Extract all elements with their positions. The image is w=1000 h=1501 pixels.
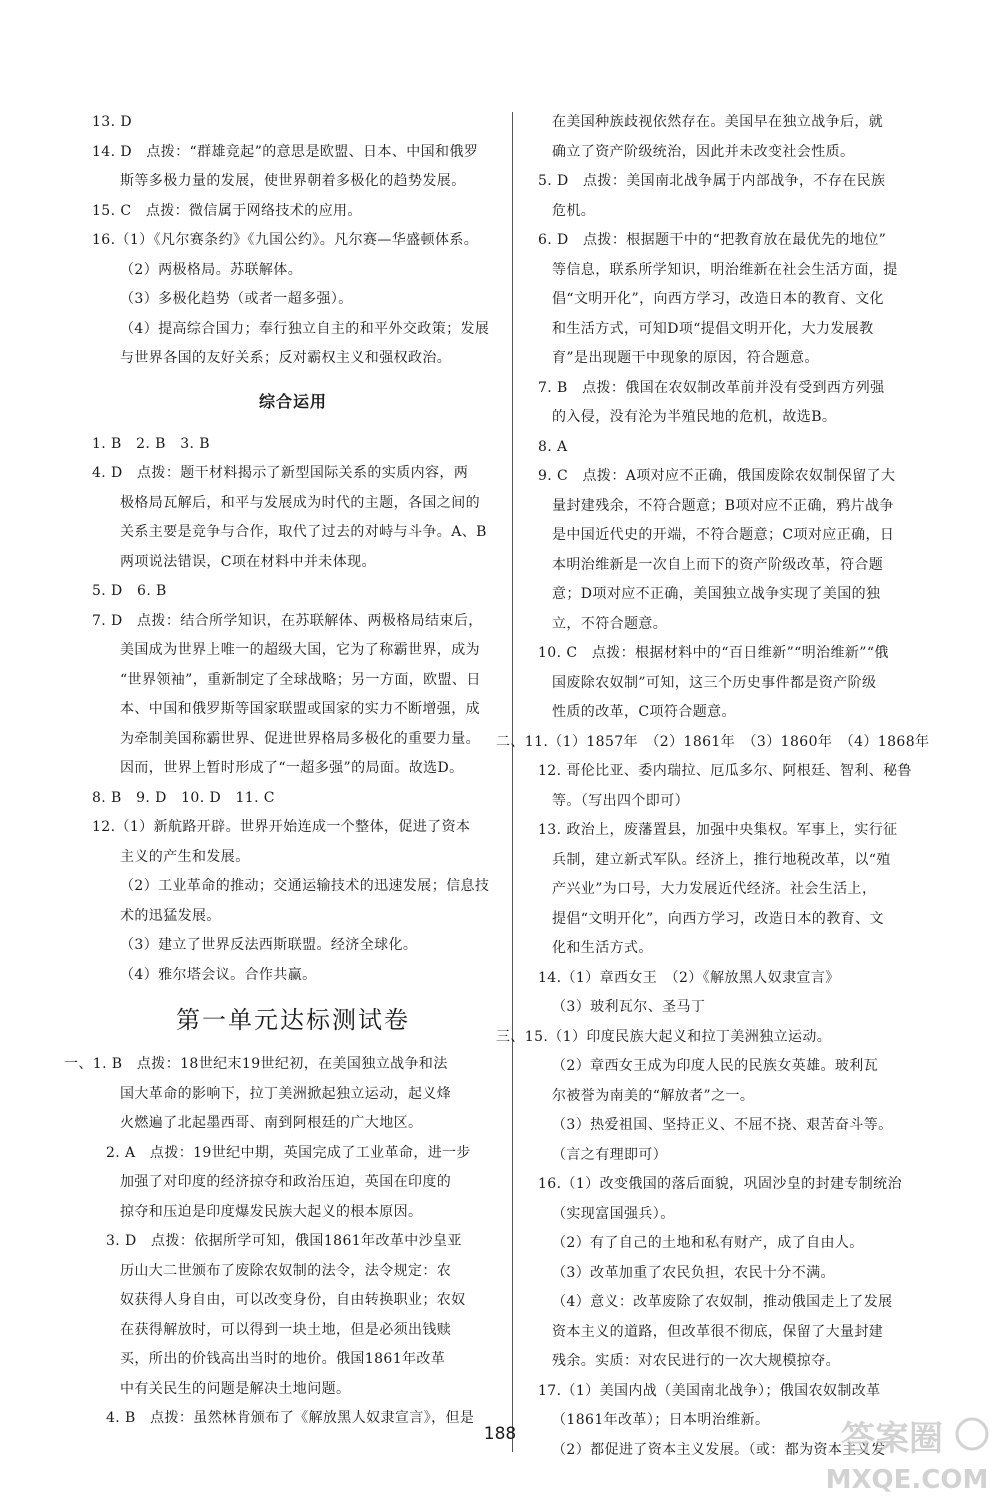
answer-line: “世界领袖”，重新制定了全球战略；另一方面，欧盟、日 — [120, 671, 481, 688]
answer-line: 关系主要是竞争与合作，取代了过去的对峙与斗争。A、B — [120, 524, 487, 540]
answer-line: （2）都促进了资本主义发展。（或：都为资本主义发 — [552, 1441, 886, 1458]
answer-line: 4. B 点拨：虽然林肯颁布了《解放黑人奴隶宣言》，但是 — [106, 1410, 475, 1426]
answer-line: 在获得解放时，可以得到一块土地，但是必须出钱赎 — [120, 1321, 452, 1338]
watermark-title: 答案圈 — [841, 1419, 943, 1459]
answer-line: 一、1. B 点拨：18世纪末19世纪初，在美国独立战争和法 — [64, 1056, 448, 1072]
section-heading: 综合运用 — [258, 391, 327, 411]
answer-line: 16.（1）《凡尔赛条约》《九国公约》。凡尔赛—华盛顿体系。 — [92, 232, 479, 248]
answer-line: 16.（1）改变俄国的落后面貌，巩固沙皇的封建专制统治 — [538, 1176, 902, 1192]
answer-line: （言之有理即可） — [552, 1146, 668, 1163]
watermark-url: MXQE.COM — [825, 1465, 989, 1495]
answer-line: 两项说法错误，C项在材料中并未体现。 — [120, 553, 376, 570]
answer-line: 国废除农奴制”可知，这三个历史事件都是资产阶级 — [552, 674, 877, 691]
answer-line: （3）改革加重了农民负担，农民十分不满。 — [552, 1264, 835, 1281]
answer-line: 是中国近代史的开端，不符合题意；C项对应正确，日 — [552, 527, 895, 543]
answer-line: 为牵制美国称霸世界、促进世界格局多极化的重要力量。 — [120, 730, 480, 747]
answer-line: （2）两极格局。苏联解体。 — [120, 261, 303, 278]
answer-line: 3. D 点拨：依据所学可知，俄国1861年改革中沙皇亚 — [106, 1233, 462, 1249]
answer-line: 美国成为世界上唯一的超级大国，它为了称霸世界，成为 — [120, 642, 480, 658]
left-column — [64, 108, 494, 1434]
answer-line: （4）提高综合国力；奉行独立自主的和平外交政策；发展 — [120, 320, 490, 337]
answer-line: 在美国种族歧视依然存在。美国早在独立战争后，就 — [552, 114, 884, 130]
answer-line: 残余。实质：对农民进行的一次大规模掠夺。 — [552, 1353, 840, 1369]
column-divider — [512, 112, 513, 1452]
answer-line: 12.（1）新航路开辟。世界开始连成一个整体，促进了资本 — [92, 819, 471, 835]
answer-line: 资本主义的道路，但改革很不彻底，保留了大量封建 — [552, 1323, 884, 1340]
answer-line: 倡“文明开化”，向西方学习，改造日本的教育、文化 — [552, 291, 884, 307]
answer-line: 12. 哥伦比亚、委内瑞拉、厄瓜多尔、阿根廷、智利、秘鲁 — [538, 763, 912, 779]
answer-line: 17.（1）美国内战（美国南北战争）；俄国农奴制改革 — [538, 1382, 881, 1399]
answer-line: （3）多极化趋势（或者一超多强）。 — [120, 291, 353, 307]
watermark-logo — [822, 1412, 992, 1496]
answer-line: 13. D — [92, 114, 132, 130]
answer-line: （2）有了自己的土地和私有财产，成了自由人。 — [552, 1235, 864, 1251]
answer-line: （2）工业革命的推动；交通运输技术的迅速发展；信息技 — [120, 878, 490, 894]
answer-line: 2. A 点拨：19世纪中期，英国完成了工业革命，进一步 — [106, 1144, 471, 1161]
answer-line: 术的迅猛发展。 — [120, 907, 221, 924]
answer-line: 因而，世界上暂时形成了“一超多强”的局面。故选D。 — [120, 760, 464, 776]
answer-line: 加强了对印度的经济掠夺和政治压迫，英国在印度的 — [120, 1174, 452, 1190]
answer-line: 立，不符合题意。 — [552, 615, 668, 632]
answer-line: 提倡“文明开化”，向西方学习，改造日本的教育、文 — [552, 910, 884, 927]
answer-line: 国大革命的影响下，拉丁美洲掀起独立运动，起义烽 — [120, 1085, 452, 1102]
answer-line: 8. B 9. D 10. D 11. C — [92, 789, 275, 806]
answer-line: 尔被誉为南美的“解放者”之一。 — [552, 1087, 755, 1104]
answer-line: 中有关民生的问题是解决土地问题。 — [120, 1380, 351, 1397]
answer-line: 6. D 点拨：根据题干中的“把教育放在最优先的地位” — [538, 232, 887, 248]
answer-line: 等信息，联系所学知识，明治维新在社会生活方面，提 — [552, 261, 898, 278]
answer-line: 9. C 点拨：A项对应不正确，俄国废除农奴制保留了大 — [538, 468, 896, 484]
answer-line: 5. D 点拨：美国南北战争属于内部战争，不存在民族 — [538, 173, 886, 189]
answer-line: 斯等多极力量的发展，使世界朝着多极化的趋势发展。 — [120, 173, 466, 189]
answer-line: （3）玻利瓦尔、圣马丁 — [552, 999, 706, 1015]
answer-line: 14. D 点拨：“群雄竞起”的意思是欧盟、日本、中国和俄罗 — [92, 143, 479, 160]
answer-line: 15. C 点拨：微信属于网络技术的应用。 — [92, 202, 362, 219]
answer-line: （1861年改革）；日本明治维新。 — [552, 1412, 770, 1428]
answer-line: （实现富国强兵）。 — [552, 1205, 675, 1222]
answer-line: 奴获得人身自由，可以改变身份，自由转换职业；农奴 — [120, 1292, 466, 1308]
answer-line: 和生活方式，可知D项“提倡文明开化，大力发展教 — [552, 320, 874, 337]
answer-line: 性质的改革，C项符合题意。 — [552, 704, 736, 720]
answer-line: 危机。 — [552, 202, 596, 219]
answer-line: 本明治维新是一次自上而下的资产阶级改革，符合题 — [552, 556, 884, 573]
answer-line: 意；D项对应不正确，美国独立战争实现了美国的独 — [552, 586, 881, 602]
answer-line: 育”是出现题干中现象的原因，符合题意。 — [552, 350, 819, 366]
answer-line: 历山大二世颁布了废除农奴制的法令，法令规定：农 — [120, 1262, 452, 1279]
answer-line: （4）雅尔塔会议。合作共赢。 — [120, 966, 317, 983]
answer-line: 10. C 点拨：根据材料中的“百日维新”“明治维新”“俄 — [538, 645, 889, 661]
test-paper-title: 第一单元达标测试卷 — [176, 1006, 410, 1034]
answer-line: 兵制，建立新式军队。经济上，推行地税改革，以“殖 — [552, 851, 891, 868]
answer-line: 7. D 点拨：结合所学知识，在苏联解体、两极格局结束后， — [92, 612, 483, 629]
page-number: 188 — [483, 1424, 517, 1444]
answer-line: （4）意义：改革废除了农奴制，推动俄国走上了发展 — [552, 1294, 893, 1310]
answer-line: 三、15.（1）印度民族大起义和拉丁美洲独立运动。 — [496, 1028, 832, 1045]
answer-line: 8. A — [538, 438, 568, 455]
answer-line: 极格局瓦解后，和平与发展成为时代的主题，各国之间的 — [120, 494, 480, 511]
answer-line: 与世界各国的友好关系；反对霸权主义和强权政治。 — [120, 350, 452, 366]
answer-line: 主义的产生和发展。 — [120, 848, 250, 865]
answer-line: 火燃遍了北起墨西哥、南到阿根廷的广大地区。 — [120, 1115, 423, 1131]
answer-line: 1. B 2. B 3. B — [92, 435, 210, 452]
answer-line: 确立了资产阶级统治，因此并未改变社会性质。 — [552, 143, 855, 160]
answer-line: 14.（1）章西女王 （2）《解放黑人奴隶宣言》 — [538, 969, 840, 986]
answer-line: 二、11.（1）1857年 （2）1861年 （3）1860年 （4）1868年 — [496, 733, 930, 750]
answer-line: 产兴业”为口号，大力发展近代经济。社会生活上， — [552, 881, 877, 897]
answer-line: 量封建残余，不符合题意；B项对应不正确，鸦片战争 — [552, 497, 894, 514]
answer-line: 4. D 点拨：题干材料揭示了新型国际关系的实质内容，两 — [92, 465, 469, 481]
answer-line: （2）章西女王成为印度人民的民族女英雄。玻利瓦 — [552, 1058, 879, 1074]
answer-line: （3）热爱祖国、坚持正义、不屈不挠、艰苦奋斗等。 — [552, 1117, 893, 1133]
answer-line: 掠夺和压迫是印度爆发民族大起义的根本原因。 — [120, 1203, 423, 1220]
answer-line: 13. 政治上，废藩置县，加强中央集权。军事上，实行征 — [538, 822, 898, 838]
answer-line: 本、中国和俄罗斯等国家联盟或国家的实力不断增强，成 — [120, 701, 480, 717]
answer-line: 5. D 6. B — [92, 583, 167, 599]
answer-line: 买，所出的价钱高出当时的地价。俄国1861年改革 — [120, 1351, 446, 1367]
answer-line: （3）建立了世界反法西斯联盟。经济全球化。 — [120, 937, 418, 953]
answer-line: 化和生活方式。 — [552, 940, 653, 956]
answer-line: 等。（写出四个即可） — [552, 792, 689, 809]
answer-line: 7. B 点拨：俄国在农奴制改革前并没有受到西方列强 — [538, 379, 885, 396]
answer-line: 的入侵，没有沦为半殖民地的危机，故选B。 — [552, 409, 837, 425]
